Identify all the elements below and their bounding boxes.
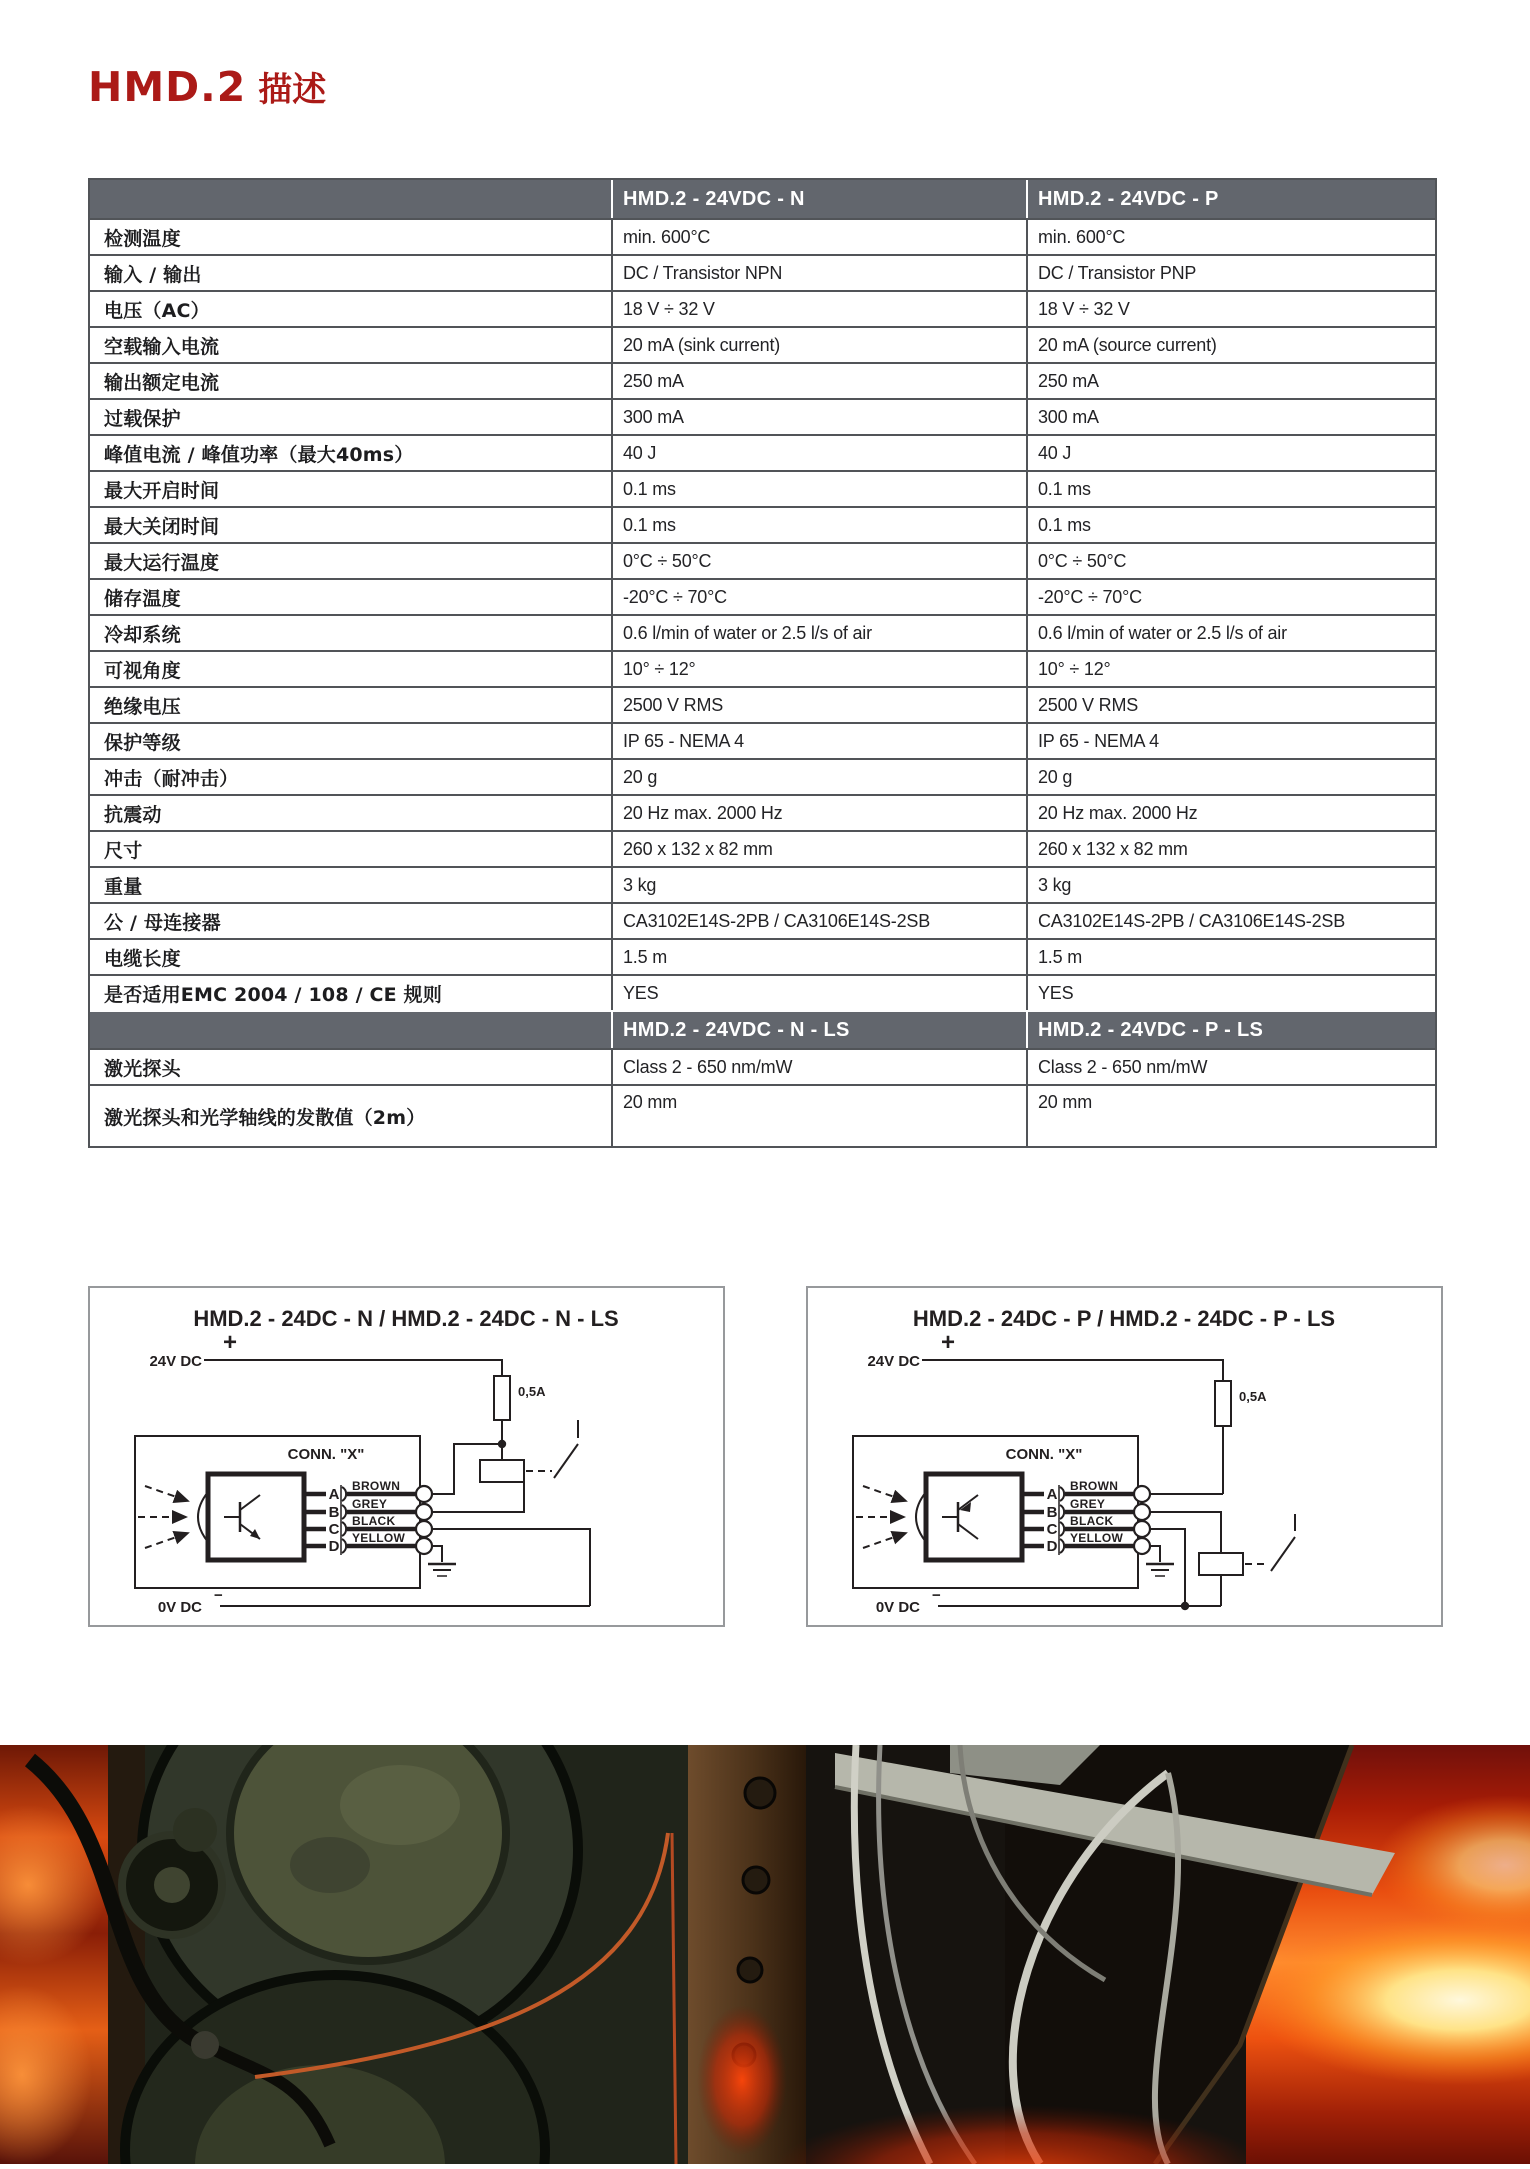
spec-value-p: YES [1026,976,1435,1010]
spec-label: 峰值电流 / 峰值功率（最大40ms） [104,443,414,466]
spec-row [90,326,1435,362]
wiring-diagram-n [88,1286,725,1627]
spec-ls-header-model-n [611,1012,1026,1048]
sensor-box [208,1474,304,1560]
spec-value-n: 0.6 l/min of water or 2.5 l/s of air [611,616,1026,650]
spec-value-p: 260 x 132 x 82 mm [1026,832,1435,866]
supply-wire [922,1360,1223,1381]
spec-value-p: 3 kg [1026,868,1435,902]
svg-text:BROWN: BROWN [352,1479,401,1493]
spec-label: 激光探头 [104,1057,181,1080]
fuse-symbol [1215,1381,1231,1426]
fuse-label: 0,5A [518,1384,546,1399]
spec-table-rows [90,218,1435,1010]
spec-label: 公 / 母连接器 [104,911,221,934]
spec-value-n: 20 Hz max. 2000 Hz [611,796,1026,830]
spec-value-n: 250 mA [611,364,1026,398]
supply-0v-label: 0V DC [875,1599,920,1616]
spec-label: 过载保护 [104,407,181,430]
spec-row [90,218,1435,254]
spec-row [90,398,1435,434]
relay-symbol [1199,1553,1243,1575]
spec-label: 保护等级 [104,731,181,754]
spec-label: 抗震动 [104,803,162,826]
spec-label: 储存温度 [104,587,181,610]
fuse-symbol [494,1376,510,1420]
spec-table [88,178,1437,1148]
spec-value-n: 0.1 ms [611,472,1026,506]
spec-value-p: 20 mA (source current) [1026,328,1435,362]
spec-value-n: 0.1 ms [611,508,1026,542]
spec-value-n: CA3102E14S-2PB / CA3106E14S-2SB [611,904,1026,938]
spec-table-header [90,180,1435,218]
spec-table-ls-header [90,1010,1435,1048]
fuse-label: 0,5A [1239,1389,1267,1404]
spec-label: 尺寸 [104,839,143,862]
svg-text:D: D [328,1538,340,1555]
spec-value-n: -20°C ÷ 70°C [611,580,1026,614]
supply-24v-label: 24V DC [867,1353,920,1370]
spec-value-n: Class 2 - 650 nm/mW [611,1050,1026,1084]
spec-row [90,758,1435,794]
minus-label: − [932,1587,941,1604]
spec-ls-header-model-p [1026,1012,1435,1048]
light-arrows [856,1486,906,1548]
spec-row [90,1084,1435,1146]
spec-value-n: 20 mm [611,1086,1026,1146]
svg-text:BLACK: BLACK [1070,1514,1114,1528]
spec-row [90,902,1435,938]
spec-header-model-p [1026,180,1435,218]
spec-row [90,254,1435,290]
diagram-n-title: HMD.2 - 24DC - N / HMD.2 - 24DC - N - LS [193,1306,619,1331]
spec-value-p: 0.1 ms [1026,472,1435,506]
spec-row [90,794,1435,830]
spec-label: 冲击（耐冲击） [104,767,239,790]
spec-value-p: 2500 V RMS [1026,688,1435,722]
spec-label: 重量 [104,875,143,898]
spec-value-p: 1.5 m [1026,940,1435,974]
spec-header-model-p-label: HMD.2 - 24VDC - P [1038,187,1219,210]
sensor-box [926,1474,1022,1560]
spec-value-p: 10° ÷ 12° [1026,652,1435,686]
spec-value-n: 10° ÷ 12° [611,652,1026,686]
svg-text:B: B [328,1504,340,1521]
spec-header-model-n-label: HMD.2 - 24VDC - N [623,187,805,210]
relay-symbol [480,1460,524,1482]
spec-row [90,974,1435,1010]
page-title-suffix: 描述 [258,70,327,110]
svg-text:A: A [328,1486,340,1503]
spec-ls-header-model-p-label: HMD.2 - 24VDC - P - LS [1038,1018,1264,1041]
spec-label: 是否适用EMC 2004 / 108 / CE 规则 [104,983,443,1006]
mill-photo [0,1745,1530,2164]
spec-label: 绝缘电压 [104,695,181,718]
spec-value-p: 250 mA [1026,364,1435,398]
spec-value-p: Class 2 - 650 nm/mW [1026,1050,1435,1084]
mill-photo-svg [0,1745,1530,2164]
pin-d [304,1531,432,1555]
spec-row [90,830,1435,866]
spec-row [90,614,1435,650]
spec-label: 输入 / 输出 [104,263,202,286]
spec-value-p: 20 mm [1026,1086,1435,1146]
spec-row [90,470,1435,506]
svg-text:GREY: GREY [352,1497,388,1511]
spec-label: 电缆长度 [104,947,181,970]
spec-label: 激光探头和光学轴线的发散值（2m） [104,1106,426,1129]
svg-text:BROWN: BROWN [1070,1479,1119,1493]
spec-header-empty-cell [90,180,611,218]
svg-text:A: A [1046,1486,1058,1503]
supply-wire [204,1360,502,1376]
spec-label: 输出额定电流 [104,371,220,394]
spec-value-n: 20 mA (sink current) [611,328,1026,362]
conn-x-label: CONN. "X" [1005,1446,1083,1463]
spec-row [90,290,1435,326]
page-title-model: HMD.2 [88,63,247,111]
svg-text:YELLOW: YELLOW [352,1531,406,1545]
diagram-p-title: HMD.2 - 24DC - P / HMD.2 - 24DC - P - LS [912,1306,1336,1331]
ground-symbol [428,1564,456,1576]
spec-row [90,1048,1435,1084]
svg-text:D: D [1046,1538,1058,1555]
spec-row [90,722,1435,758]
spec-label: 最大开启时间 [104,479,220,502]
spec-value-p: 18 V ÷ 32 V [1026,292,1435,326]
spec-value-p: 0.6 l/min of water or 2.5 l/s of air [1026,616,1435,650]
spec-ls-header-empty-cell [90,1012,611,1048]
switch-symbol [554,1444,578,1478]
supply-0v-label: 0V DC [157,1599,202,1616]
pin-d [1022,1531,1150,1555]
spec-header-model-n [611,180,1026,218]
spec-row [90,434,1435,470]
spec-ls-header-model-n-label: HMD.2 - 24VDC - N - LS [623,1018,850,1041]
spec-value-p: 0.1 ms [1026,508,1435,542]
wiring-diagram-p [806,1286,1443,1627]
spec-value-n: 1.5 m [611,940,1026,974]
spec-value-n: DC / Transistor NPN [611,256,1026,290]
spec-value-p: CA3102E14S-2PB / CA3106E14S-2SB [1026,904,1435,938]
spec-value-p: DC / Transistor PNP [1026,256,1435,290]
wiring-diagram-n-svg [90,1288,723,1625]
spec-value-p: 20 g [1026,760,1435,794]
spec-label: 冷却系统 [104,623,181,646]
spec-value-p: min. 600°C [1026,220,1435,254]
spec-label: 检测温度 [104,227,181,250]
spec-row [90,506,1435,542]
spec-value-n: IP 65 - NEMA 4 [611,724,1026,758]
spec-value-n: 300 mA [611,400,1026,434]
conn-x-label: CONN. "X" [287,1446,365,1463]
spec-value-n: 3 kg [611,868,1026,902]
spec-value-n: min. 600°C [611,220,1026,254]
spec-value-p: 40 J [1026,436,1435,470]
svg-text:YELLOW: YELLOW [1070,1531,1124,1545]
spec-row [90,578,1435,614]
light-arrows [138,1486,188,1548]
spec-value-p: 300 mA [1026,400,1435,434]
plus-label: + [940,1329,956,1356]
supply-24v-label: 24V DC [149,1353,202,1370]
wiring-diagram-p-svg [808,1288,1441,1625]
svg-text:B: B [1046,1504,1058,1521]
spec-label: 空载输入电流 [104,335,220,358]
spec-row [90,866,1435,902]
spec-value-n: 0°C ÷ 50°C [611,544,1026,578]
spec-row [90,938,1435,974]
spec-value-p: -20°C ÷ 70°C [1026,580,1435,614]
spec-label: 可视角度 [104,659,181,682]
spec-label: 最大关闭时间 [104,515,220,538]
spec-row [90,542,1435,578]
plus-label: + [222,1329,238,1356]
spec-label: 最大运行温度 [104,551,220,574]
switch-symbol [1271,1537,1295,1571]
spec-value-n: 260 x 132 x 82 mm [611,832,1026,866]
spec-row [90,686,1435,722]
svg-text:C: C [1046,1521,1058,1538]
page-title [88,62,326,111]
spec-value-n: 18 V ÷ 32 V [611,292,1026,326]
spec-value-p: 20 Hz max. 2000 Hz [1026,796,1435,830]
spec-value-n: YES [611,976,1026,1010]
svg-text:GREY: GREY [1070,1497,1106,1511]
spec-value-n: 20 g [611,760,1026,794]
spec-value-n: 2500 V RMS [611,688,1026,722]
minus-label: − [214,1587,223,1604]
spec-value-n: 40 J [611,436,1026,470]
spec-value-p: IP 65 - NEMA 4 [1026,724,1435,758]
svg-text:C: C [328,1521,340,1538]
spec-table-ls-rows [90,1048,1435,1146]
svg-text:BLACK: BLACK [352,1514,396,1528]
spec-row [90,362,1435,398]
spec-row [90,650,1435,686]
spec-value-p: 0°C ÷ 50°C [1026,544,1435,578]
spec-label: 电压（AC） [104,299,210,322]
ground-symbol [1146,1564,1174,1576]
